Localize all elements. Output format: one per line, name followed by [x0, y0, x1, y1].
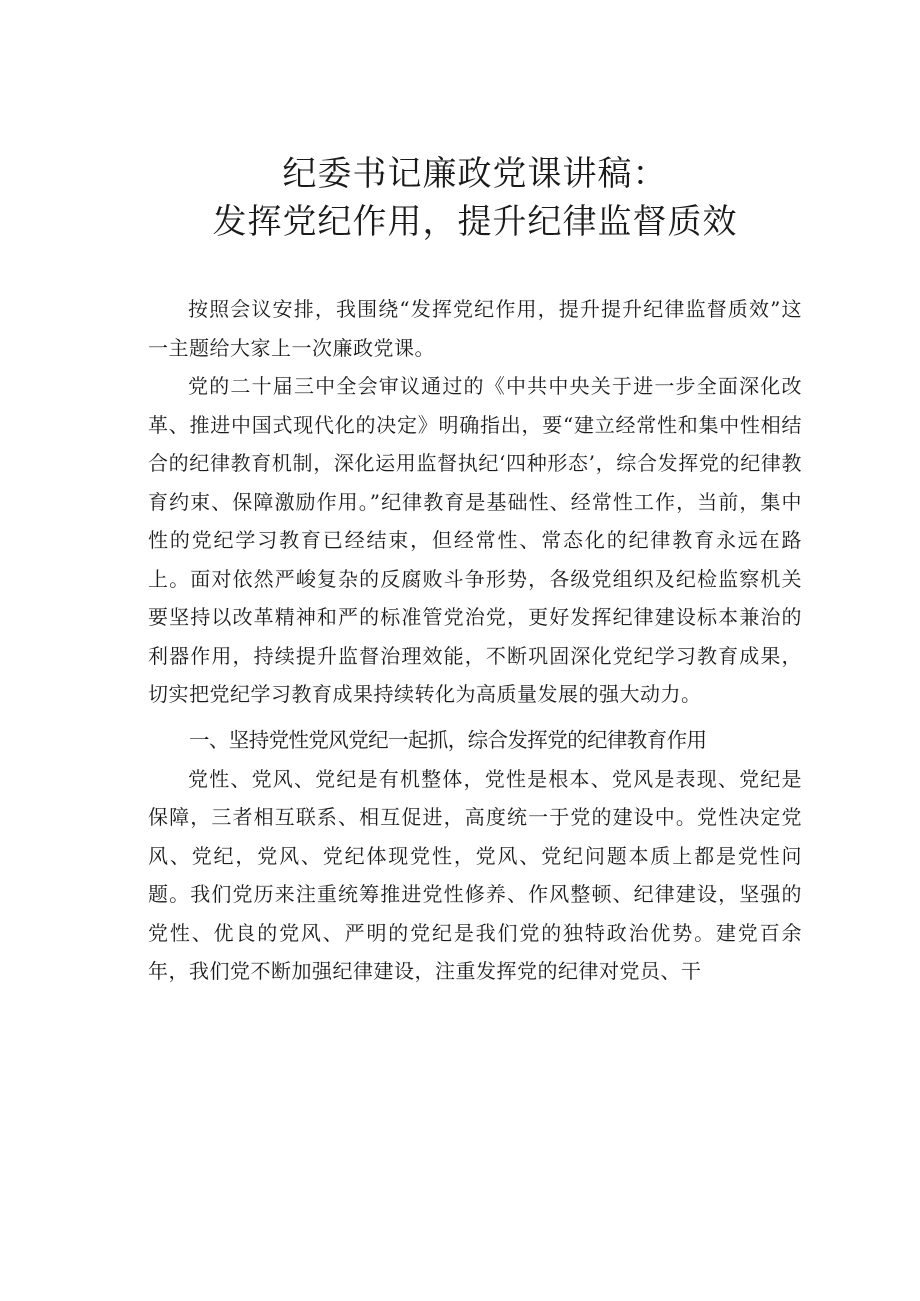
title-line-2: 发挥党纪作用，提升纪律监督质效 [212, 202, 738, 242]
document-body [148, 290, 802, 991]
intro-paragraph: 按照会议安排，我围绕“发挥党纪作用，提升提升纪律监督质效”这一主题给大家上一次廉政党课。 [148, 297, 802, 360]
title-line-1: 纪委书记廉政党课讲稿： [282, 154, 668, 194]
section-1-paragraph: 党性、党风、党纪是有机整体，党性是根本、党风是表现、党纪是保障，三者相互联系、相互促进，高度统一于党的建设中。党性决定党风、党纪，党风、党纪体现党性，党风、党纪问题本质上都是党性问题。我们党历来注重统筹推进党性修养、作风整顿、纪律建设，坚强的党性、优良的党风、严明的党纪是我们党的独特政治优势。建党百余年，我们党不断加强纪律建设，注重发挥党的纪律对党员、干 [148, 766, 802, 983]
document-title [148, 150, 802, 246]
section-heading-1: 一、坚持党性党风党纪一起抓，综合发挥党的纪律教育作用 [189, 727, 707, 752]
document-page [148, 150, 802, 991]
background-paragraph: 党的二十届三中全会审议通过的《中共中央关于进一步全面深化改革、推进中国式现代化的决定》明确指出，要“建立经常性和集中性相结合的纪律教育机制，深化运用监督执纪‘四种形态’，综合发挥党的纪律教育约束、保障激励作用。”纪律教育是基础性、经常性工作，当前，集中性的党纪学习教育已经结束，但经常性、常态化的纪律教育永远在路上。面对依然严峻复杂的反腐败斗争形势，各级党组织及纪检监察机关要坚持以改革精神和严的标准管党治党，更好发挥纪律建设标本兼治的利器作用，持续提升监督治理效能，不断巩固深化党纪学习教育成果，切实把党纪学习教育成果持续转化为高质量发展的强大动力。 [148, 374, 802, 706]
